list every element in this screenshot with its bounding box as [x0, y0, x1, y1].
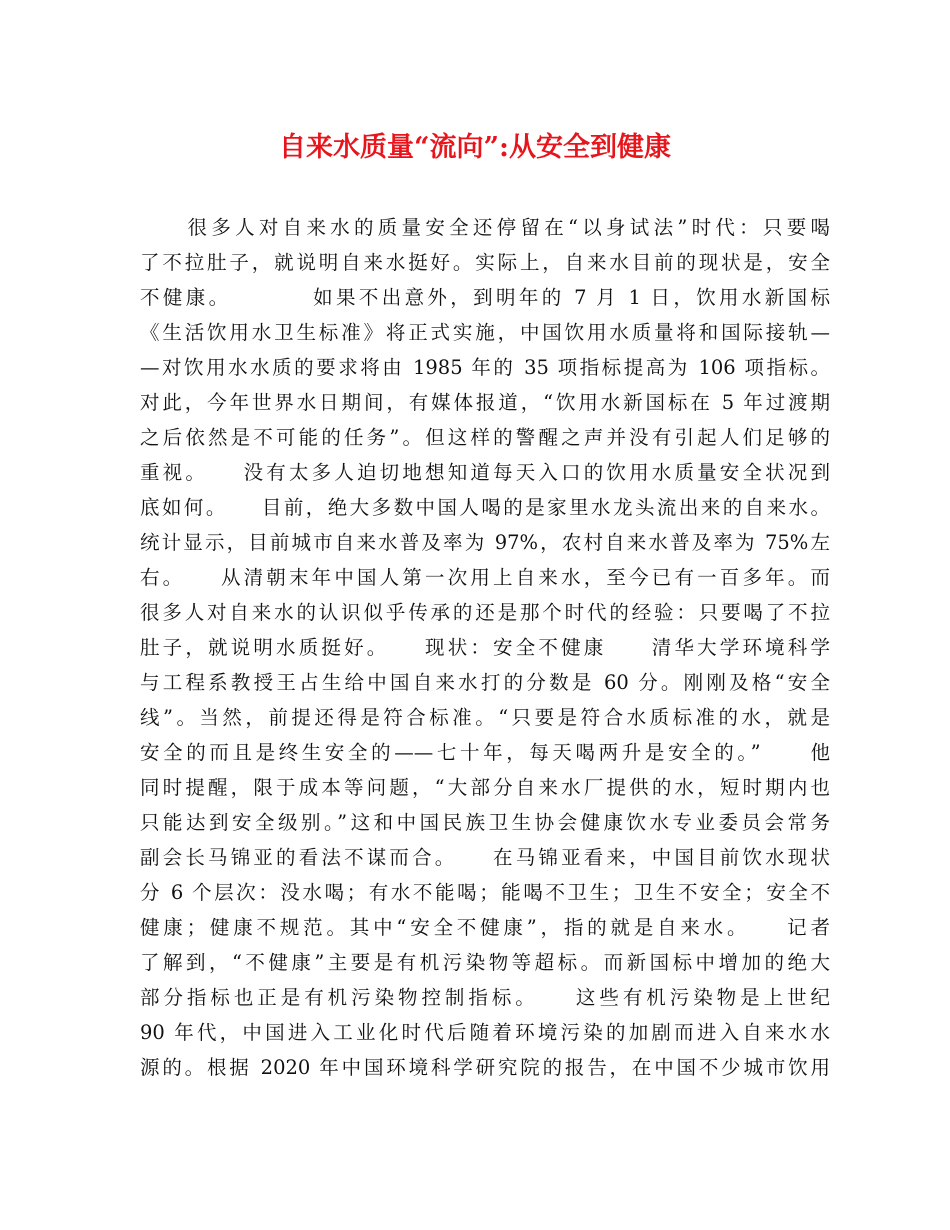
page-title: 自来水质量“流向”:从安全到健康	[278, 132, 672, 163]
paragraph-line: 了不拉肚子，就说明自来水挺好。实际上，自来水目前的现状是，安全	[140, 251, 830, 274]
paragraph-line: 之后依然是不可能的任务”。但这样的警醒之声并没有引起人们足够的	[140, 426, 830, 449]
paragraph-line: 不健康。 如果不出意外，到明年的 7 月 1 日，饮用水新国标	[140, 286, 830, 309]
paragraph-line: 对此，今年世界水日期间，有媒体报道，“饮用水新国标在 5 年过渡期	[140, 391, 830, 414]
paragraph-line: 《生活饮用水卫生标准》将正式实施，中国饮用水质量将和国际接轨—	[140, 321, 830, 344]
paragraph-line: 部分指标也正是有机污染物控制指标。 这些有机污染物是上世纪	[140, 986, 830, 1009]
paragraph-line: 重视。 没有太多人迫切地想知道每天入口的饮用水质量安全状况到	[140, 461, 830, 484]
paragraph-line: 了解到，“不健康”主要是有机污染物等超标。而新国标中增加的绝大	[140, 951, 830, 974]
article-body	[140, 210, 830, 1085]
paragraph-line: 安全的而且是终生安全的——七十年，每天喝两升是安全的。” 他	[140, 741, 830, 764]
paragraph-line: 源的。根据 2020 年中国环境科学研究院的报告，在中国不少城市饮用	[140, 1056, 830, 1079]
paragraph-line: —对饮用水水质的要求将由 1985 年的 35 项指标提高为 106 项指标。	[140, 356, 830, 379]
paragraph-line: 统计显示，目前城市自来水普及率为 97%，农村自来水普及率为 75%左	[140, 531, 830, 554]
paragraph-line: 90 年代，中国进入工业化时代后随着环境污染的加剧而进入自来水水	[140, 1021, 830, 1044]
paragraph-line: 右。 从清朝末年中国人第一次用上自来水，至今已有一百多年。而	[140, 566, 830, 589]
paragraph-line: 很多人对自来水的质量安全还停留在“以身试法”时代：只要喝	[140, 216, 830, 239]
paragraph-line: 同时提醒，限于成本等问题，“大部分自来水厂提供的水，短时期内也	[140, 776, 830, 799]
paragraph-line: 健康；健康不规范。其中“安全不健康”，指的就是自来水。 记者	[140, 916, 830, 939]
paragraph-line: 分 6 个层次：没水喝；有水不能喝；能喝不卫生；卫生不安全；安全不	[140, 881, 830, 904]
paragraph-line: 线”。当然，前提还得是符合标准。“只要是符合水质标准的水，就是	[140, 706, 830, 729]
paragraph-line: 只能达到安全级别。”这和中国民族卫生协会健康饮水专业委员会常务	[140, 811, 830, 834]
paragraph-line: 肚子，就说明水质挺好。 现状：安全不健康 清华大学环境科学	[140, 636, 830, 659]
paragraph-line: 与工程系教授王占生给中国自来水打的分数是 60 分。刚刚及格“安全	[140, 671, 830, 694]
paragraph-line: 很多人对自来水的认识似乎传承的还是那个时代的经验：只要喝了不拉	[140, 601, 830, 624]
paragraph-line: 底如何。 目前，绝大多数中国人喝的是家里水龙头流出来的自来水。	[140, 496, 830, 519]
paragraph-line: 副会长马锦亚的看法不谋而合。 在马锦亚看来，中国目前饮水现状	[140, 846, 830, 869]
